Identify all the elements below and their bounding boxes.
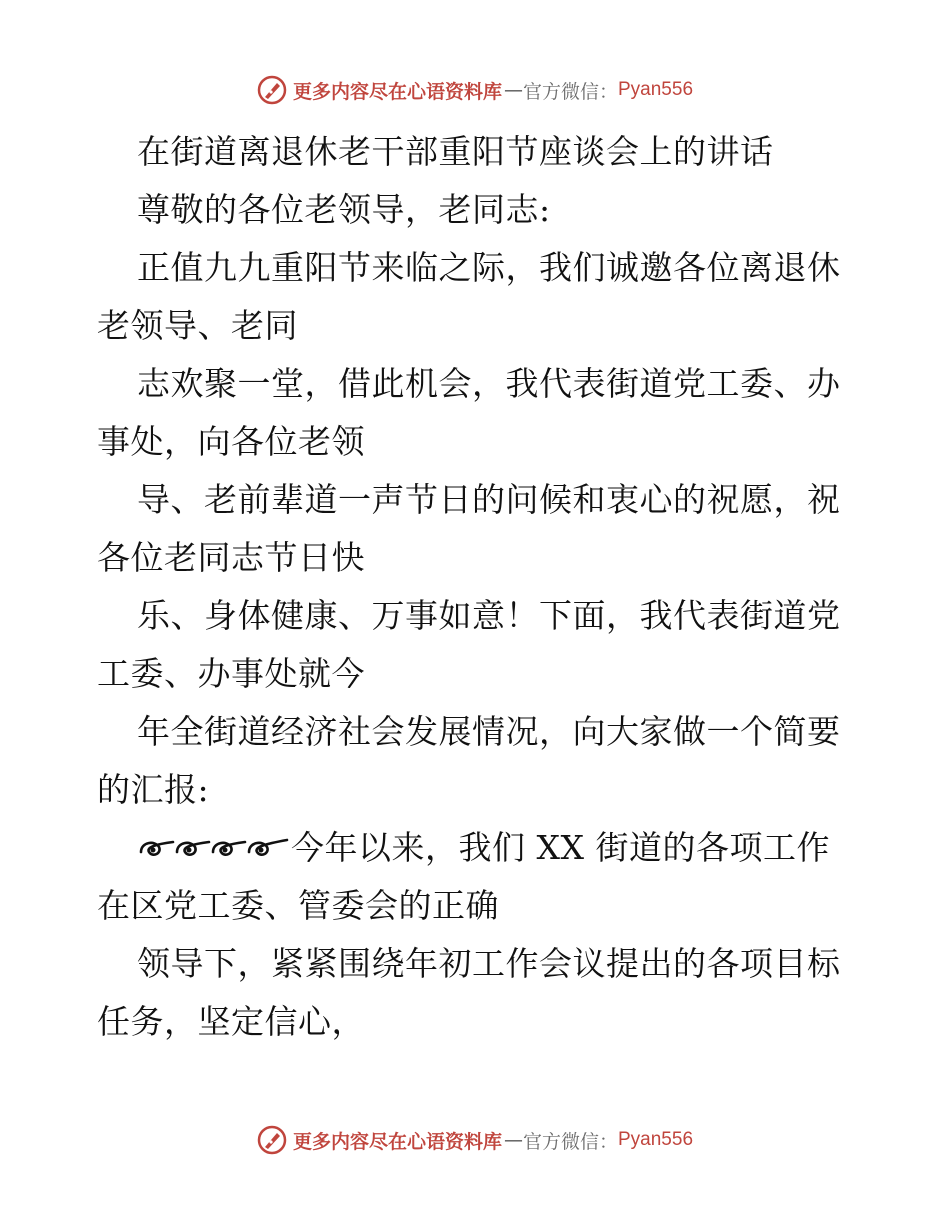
header-separator: — bbox=[503, 79, 523, 101]
paragraph-line: 正值九九重阳节来临之际，我们诚邀各位离退休 bbox=[137, 248, 841, 287]
header-wechat-label: 官方微信： bbox=[522, 80, 618, 103]
footer-wechat-label: 官方微信： bbox=[522, 1130, 618, 1153]
header-banner bbox=[0, 70, 950, 110]
paragraph-line: 乐、身体健康、万事如意！下面，我代表街道党 bbox=[137, 596, 841, 635]
paragraph-line: 导、老前辈道一声节日的问候和衷心的祝愿，祝 bbox=[137, 480, 841, 519]
header-site-text: 更多内容尽在心语资料库 bbox=[292, 80, 502, 103]
header-wechat-id: Pyan556 bbox=[618, 79, 694, 100]
document-title: 在街道离退休老干部重阳节座谈会上的讲话 bbox=[137, 132, 774, 171]
paragraph-line: 老领导、老同 bbox=[97, 306, 298, 345]
footer-separator: — bbox=[503, 1129, 523, 1151]
footer-wechat-id: Pyan556 bbox=[618, 1129, 694, 1150]
pen-nib-circle-icon bbox=[257, 1125, 287, 1155]
paragraph-line: 工委、办事处就今 bbox=[97, 654, 365, 693]
paragraph-line: 任务，坚定信心， bbox=[97, 1002, 365, 1041]
document-body bbox=[97, 123, 857, 1051]
pen-nib-circle-icon bbox=[257, 75, 287, 105]
paragraph-line: 领导下，紧紧围绕年初工作会议提出的各项目标 bbox=[137, 944, 841, 983]
footer-banner bbox=[0, 1120, 950, 1160]
paragraph-line-with-ornament bbox=[97, 819, 857, 877]
paragraph-line: 志欢聚一堂，借此机会，我代表街道党工委、办 bbox=[137, 364, 841, 403]
paragraph-line-text: 今年以来，我们 XX 街道的各项工作 bbox=[291, 828, 830, 867]
footer-site-text: 更多内容尽在心语资料库 bbox=[292, 1130, 502, 1153]
paragraph-line: 事处，向各位老领 bbox=[97, 422, 365, 461]
decorative-swirl-icon bbox=[137, 832, 291, 862]
paragraph-line: 的汇报: bbox=[97, 770, 210, 809]
paragraph-line: 各位老同志节日快 bbox=[97, 538, 365, 577]
paragraph-line: 在区党工委、管委会的正确 bbox=[97, 886, 499, 925]
paragraph-line: 年全街道经济社会发展情况，向大家做一个简要 bbox=[137, 712, 841, 751]
document-salutation: 尊敬的各位老领导，老同志: bbox=[137, 190, 551, 229]
